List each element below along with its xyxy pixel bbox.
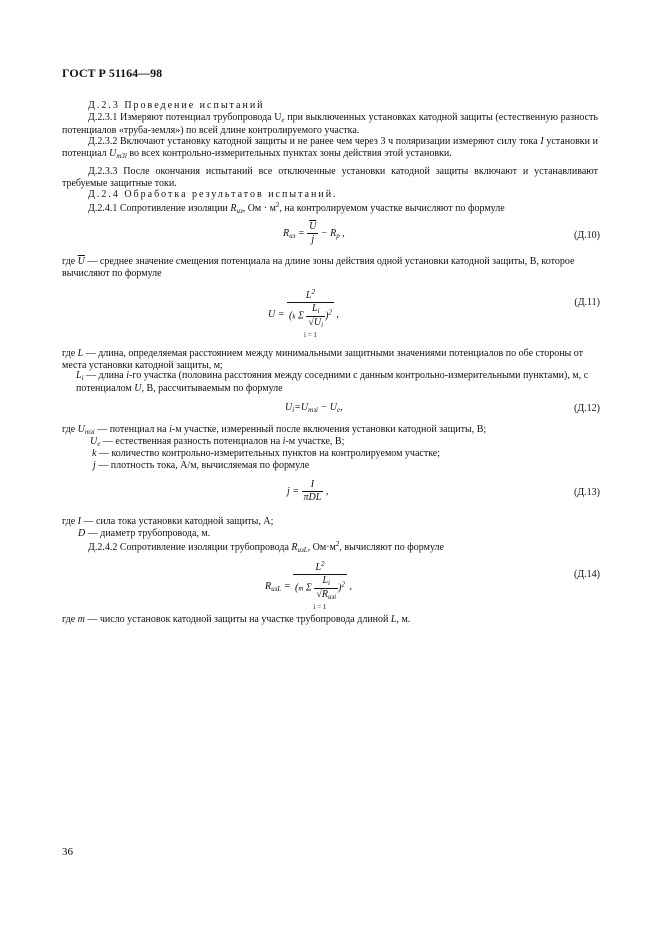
definition-li: $L_i$ — длина i-го участка (половина расстояния между соседними с данным контрольно-измерительными пунктами), м, с потенциалом U, В, рассчитываемым по формуле <box>76 370 589 394</box>
definition-ut: где $U_{тзi}$ — потенциал на i-м участке, измеренный после включения установки катодной защиты, В; <box>62 424 487 436</box>
standard-header: ГОСТ Р 51164—98 <box>62 66 163 80</box>
definition-l: где L — длина, определяемая расстоянием между минимальными защитными значениями потенциалов по обе стороны от места установки катодной защиты, м; <box>62 348 584 372</box>
formula-d14: $R_{изL}$ = $L^2$ (m Σ $\frac{L_i}{√R_{изi}}$ )$^2$ i = 1 , <box>265 560 352 612</box>
section-heading-d24: Д.2.4 Обработка результатов испытаний. <box>88 189 338 200</box>
formula-number-d14: (Д.14) <box>574 569 600 580</box>
definition-ue: $U_е$ — естественная разность потенциалов на i-м участке, В; <box>90 436 345 448</box>
formula-number-d12: (Д.12) <box>574 403 600 414</box>
paragraph-d231: Д.2.3.1 Измеряют потенциал трубопровода $U_е$ при выключенных установках катодной защиты (естественную разность потенциалов «труба-земля») по всей длине контролируемого участка. <box>62 112 598 136</box>
page-number: 36 <box>62 846 73 858</box>
formula-d13: j = $\frac{I}{\text{πDL}}$ , <box>287 479 329 504</box>
paragraph-d232: Д.2.3.2 Включают установку катодной защиты и не ранее чем через 3 ч поляризации измеряют силу тока I установки и потенциал $U_{т3l}$ во всех контрольно-измерительных пунктах зоны действия этой установки. <box>62 136 598 161</box>
definition-j: j — плотность тока, А/м, вычисляемая по формуле <box>93 460 310 471</box>
definition-d: D — диаметр трубопровода, м. <box>78 528 211 539</box>
formula-number-d10: (Д.10) <box>574 230 600 241</box>
formula-number-d13: (Д.13) <box>574 487 600 498</box>
definition-m: где m — число установок катодной защиты на участке трубопровода длиной L, м. <box>62 614 411 625</box>
paragraph-d233: Д.2.3.3 После окончания испытаний все отключенные установки катодной защиты включают и устанавливают требуемые защитные токи. <box>62 166 598 190</box>
section-heading-d23: Д.2.3 Проведение испытаний <box>88 100 265 111</box>
paragraph-d242: Д.2.4.2 Сопротивление изоляции трубопровода $R_{изL}$, $Ом\cdot м^2$, вычисляют по формуле <box>88 540 444 554</box>
definition-u-mean: где $\overline{U}$ — среднее значение смещения потенциала на длине зоны действия одной установки катодной защиты, В, которое вычисляют по формуле <box>62 256 575 280</box>
formula-d12: $U_i=U_{тзi} - U_е$, <box>285 402 343 414</box>
paragraph-d241: Д.2.4.1 Сопротивление изоляции $R_{из}$, Ом · $м^2$, на контролируемом участке вычисляют по формуле <box>88 201 505 215</box>
formula-number-d11: (Д.11) <box>574 297 600 308</box>
definition-k: k — количество контрольно-измерительных пунктов на контролируемом участке; <box>92 448 441 459</box>
formula-d10: $R_{из}$ = $\frac{\overline{U}}{j}$ − $R_р$ , <box>283 221 345 246</box>
definition-i: где I — сила тока установки катодной защиты, А; <box>62 516 274 527</box>
formula-d11: U = $L^2$ (k Σ $\frac{L_i}{√U_i}$ )$^2$ i = 1 , <box>268 288 339 340</box>
